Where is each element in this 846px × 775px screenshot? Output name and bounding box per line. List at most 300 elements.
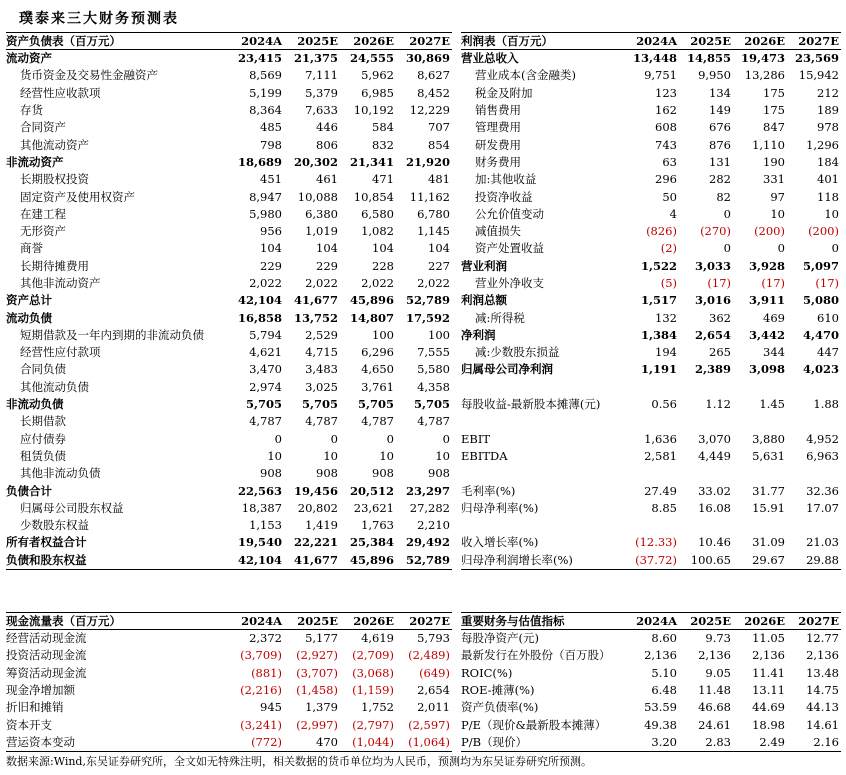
value-cell: 42,104 (228, 552, 284, 570)
value-cell: 23,621 (353, 500, 394, 515)
table-row (461, 413, 841, 430)
row-label: 经营性应付款项 (20, 345, 101, 360)
value-cell: 6,780 (417, 206, 450, 221)
value-cell: (649) (419, 665, 450, 680)
value-cell: 18.98 (752, 717, 785, 732)
row-label: 投资活动现金流 (6, 648, 87, 663)
table-title: 现金流量表（百万元） (6, 613, 228, 630)
year-header: 2027E (396, 33, 452, 50)
value-cell: (17) (761, 276, 785, 290)
value-cell: 104 (428, 241, 450, 256)
value-cell: 362 (709, 310, 731, 325)
value-cell: (1,159) (352, 683, 394, 698)
row-label: 财务费用 (475, 154, 521, 169)
value-cell: 18,387 (241, 500, 282, 515)
value-cell: 0 (274, 431, 282, 446)
value-cell: 5,580 (417, 362, 450, 377)
value-cell: 798 (260, 137, 282, 152)
value-cell: 46.68 (698, 700, 731, 715)
value-cell: (200) (754, 224, 785, 239)
value-cell: 19,540 (237, 535, 282, 550)
table-row (461, 67, 841, 84)
table-row (6, 50, 452, 68)
value-cell: 296 (655, 172, 677, 187)
value-cell: 25,384 (349, 535, 394, 550)
value-cell: 3,911 (748, 293, 785, 308)
value-cell: (1,458) (296, 683, 338, 698)
value-cell: 5,705 (245, 397, 282, 412)
table-row (461, 188, 841, 205)
table-row (461, 258, 841, 275)
table-row (6, 396, 452, 413)
year-header: 2027E (396, 613, 452, 630)
value-cell: 175 (763, 85, 785, 100)
value-cell: 13.11 (752, 683, 785, 698)
value-cell: 189 (817, 103, 839, 118)
value-cell: 100 (428, 327, 450, 342)
value-cell: 5,962 (361, 68, 394, 83)
cash-flow-table (6, 612, 452, 752)
value-cell: 1,522 (640, 258, 677, 273)
value-cell (733, 465, 787, 482)
table-row (461, 154, 841, 171)
value-cell: (2,216) (240, 683, 282, 698)
value-cell: 481 (428, 172, 450, 187)
value-cell: 676 (709, 120, 731, 135)
value-cell: 3,470 (249, 362, 282, 377)
value-cell: 11.48 (698, 683, 731, 698)
value-cell: 4,787 (305, 414, 338, 429)
table-row (461, 699, 841, 716)
value-cell: 1,517 (640, 293, 677, 308)
row-label: 筹资活动现金流 (6, 665, 87, 680)
value-cell: 104 (260, 241, 282, 256)
value-cell: 7,111 (305, 68, 338, 83)
row-label: 营业外净收支 (475, 276, 544, 290)
value-cell: 945 (260, 700, 282, 715)
row-label: 资产总计 (6, 293, 52, 308)
value-cell: 1,384 (640, 327, 677, 342)
value-cell: 2,011 (417, 700, 450, 715)
value-cell: (826) (646, 224, 677, 239)
value-cell: 3,880 (752, 431, 785, 446)
table-row (461, 734, 841, 752)
value-cell: 29,492 (405, 535, 450, 550)
value-cell: 31.77 (752, 483, 785, 498)
value-cell: 21,920 (405, 154, 450, 169)
value-cell: 4,619 (361, 631, 394, 646)
value-cell: 20,302 (293, 154, 338, 169)
value-cell: 10,192 (353, 103, 394, 118)
value-cell: 14,855 (686, 51, 731, 66)
value-cell: (2,709) (352, 648, 394, 663)
table-row (6, 682, 452, 699)
table-title: 重要财务与估值指标 (461, 613, 625, 630)
value-cell: 4,621 (249, 345, 282, 360)
value-cell: 469 (763, 310, 785, 325)
value-cell: (3,707) (296, 665, 338, 680)
table-row (461, 327, 841, 344)
year-header: 2025E (284, 613, 340, 630)
value-cell: 610 (817, 310, 839, 325)
value-cell: 10 (435, 448, 450, 463)
value-cell: 0 (386, 431, 394, 446)
value-cell: (3,241) (240, 717, 282, 732)
table-row (6, 630, 452, 648)
year-header: 2027E (787, 33, 841, 50)
value-cell: 470 (284, 734, 340, 752)
value-cell: 6,580 (361, 206, 394, 221)
table-row (461, 396, 841, 413)
value-cell: (3,068) (352, 665, 394, 680)
value-cell: 162 (655, 103, 677, 118)
value-cell: 4,715 (305, 345, 338, 360)
value-cell: 3,070 (698, 431, 731, 446)
row-label: 减:少数股东损益 (475, 345, 560, 360)
value-cell: 229 (260, 258, 282, 273)
value-cell: 2,529 (305, 327, 338, 342)
value-cell: 978 (817, 120, 839, 135)
value-cell: 5,705 (357, 397, 394, 412)
value-cell: 1,191 (640, 362, 677, 377)
value-cell: 3,761 (361, 379, 394, 394)
value-cell: 956 (260, 224, 282, 239)
value-cell: 1,110 (752, 137, 785, 152)
income-statement-table (461, 32, 841, 570)
row-label: 经营活动现金流 (6, 631, 87, 646)
value-cell: 4,650 (361, 362, 394, 377)
row-label: 销售费用 (475, 103, 521, 118)
value-cell: 3,025 (305, 379, 338, 394)
value-cell: 21.03 (806, 535, 839, 550)
value-cell: 27.49 (644, 483, 677, 498)
value-cell: 12,229 (409, 103, 450, 118)
value-cell: 1,153 (249, 518, 282, 533)
row-label: 合同资产 (20, 120, 66, 135)
year-header: 2024A (228, 33, 284, 50)
value-cell: 190 (763, 154, 785, 169)
value-cell: 4 (669, 206, 677, 221)
value-cell: 13,448 (632, 51, 677, 66)
value-cell: 11,162 (409, 189, 450, 204)
table-row (461, 223, 841, 240)
value-cell: 447 (817, 345, 839, 360)
row-label: 少数股东权益 (20, 518, 89, 533)
row-label: 减值损失 (475, 224, 521, 239)
value-cell: 32.36 (806, 483, 839, 498)
row-label: 流动资产 (6, 51, 52, 66)
value-cell: 344 (763, 345, 785, 360)
value-cell: 50 (662, 189, 677, 204)
value-cell: 2,974 (249, 379, 282, 394)
value-cell: 52,789 (396, 552, 452, 570)
value-cell: (200) (808, 224, 839, 239)
value-cell: 1,082 (361, 224, 394, 239)
row-label: 所有者权益合计 (6, 535, 87, 550)
value-cell: 2,389 (694, 362, 731, 377)
value-cell: 4,787 (249, 414, 282, 429)
value-cell: 5,080 (802, 293, 839, 308)
value-cell: 134 (709, 85, 731, 100)
row-label: 最新发行在外股份（百万股） (461, 648, 611, 663)
value-cell: 584 (372, 120, 394, 135)
value-cell: 2,581 (644, 448, 677, 463)
value-cell: 832 (372, 137, 394, 152)
value-cell: 908 (316, 466, 338, 481)
table-row (461, 85, 841, 102)
table-row (461, 344, 841, 361)
value-cell: 608 (655, 120, 677, 135)
value-cell: 0 (442, 431, 450, 446)
row-label: 租赁负债 (20, 448, 66, 463)
value-cell (625, 413, 679, 430)
value-cell: 13.48 (806, 665, 839, 680)
table-header-row (6, 613, 452, 630)
year-header: 2027E (787, 613, 841, 630)
value-cell: 2,372 (249, 631, 282, 646)
value-cell: (2,597) (408, 717, 450, 732)
row-label: 短期借款及一年内到期的非流动负债 (20, 327, 204, 342)
value-cell: 0 (831, 241, 839, 256)
value-cell (787, 413, 841, 430)
value-cell: 1.88 (813, 397, 839, 412)
value-cell: 1.12 (705, 397, 731, 412)
row-label: 研发费用 (475, 137, 521, 152)
row-label: 长期待摊费用 (20, 258, 89, 273)
row-label: 现金净增加额 (6, 683, 75, 698)
value-cell: 17,592 (405, 310, 450, 325)
value-cell: 10 (379, 448, 394, 463)
value-cell: 4,787 (417, 414, 450, 429)
row-label: P/B（现价） (461, 734, 625, 752)
row-label: ROE-摊薄(%) (461, 683, 535, 698)
row-label: 货币资金及交易性金融资产 (20, 68, 158, 83)
value-cell: 451 (260, 172, 282, 187)
value-cell: 3.20 (625, 734, 679, 752)
value-cell: 45,896 (340, 552, 396, 570)
row-label: 长期借款 (20, 414, 66, 429)
row-label: EBITDA (461, 448, 508, 463)
value-cell (679, 517, 733, 534)
value-cell: 7,555 (417, 345, 450, 360)
value-cell: 227 (428, 258, 450, 273)
table-row (6, 379, 452, 396)
table-row (6, 413, 452, 430)
value-cell: 8,364 (249, 103, 282, 118)
table-row (6, 119, 452, 136)
table-title: 利润表（百万元） (461, 33, 625, 50)
value-cell: 14,807 (349, 310, 394, 325)
value-cell: 20,512 (349, 483, 394, 498)
year-header: 2024A (625, 33, 679, 50)
table-row (6, 171, 452, 188)
row-label: 利润总额 (461, 293, 507, 308)
row-label: 负债和股东权益 (6, 552, 228, 570)
value-cell: 3,098 (748, 362, 785, 377)
value-cell: 5,199 (249, 85, 282, 100)
value-cell: 908 (428, 466, 450, 481)
page-title: 璞泰来三大财务预测表 (19, 11, 179, 27)
row-label: 毛利率(%) (461, 483, 516, 498)
table-row (6, 102, 452, 119)
value-cell: 2,022 (305, 276, 338, 290)
value-cell: 7,633 (305, 103, 338, 118)
year-header: 2024A (228, 613, 284, 630)
table-row (6, 482, 452, 499)
value-cell: 1,379 (305, 700, 338, 715)
value-cell: 104 (316, 241, 338, 256)
year-header: 2026E (733, 33, 787, 50)
table-row (6, 223, 452, 240)
year-header: 2025E (679, 613, 733, 630)
row-label: 归属母公司净利润 (461, 362, 553, 377)
value-cell: 8.85 (651, 500, 677, 515)
value-cell: 0.56 (651, 397, 677, 412)
value-cell: 5,177 (305, 631, 338, 646)
value-cell: 31.09 (752, 535, 785, 550)
value-cell (733, 379, 787, 396)
row-label: 管理费用 (475, 120, 521, 135)
value-cell: 14.61 (806, 717, 839, 732)
table-row (461, 240, 841, 257)
value-cell: 707 (428, 120, 450, 135)
table-row (6, 699, 452, 716)
row-label: 营运资本变动 (6, 734, 228, 752)
value-cell: (37.72) (625, 552, 679, 570)
table-row (461, 119, 841, 136)
row-label: 流动负债 (6, 310, 52, 325)
value-cell: (2) (660, 241, 677, 256)
row-label: 其他流动资产 (20, 137, 89, 152)
table-title: 资产负债表（百万元） (6, 33, 228, 50)
value-cell: 19,473 (740, 51, 785, 66)
value-cell: 19,456 (293, 483, 338, 498)
row-label (461, 413, 625, 430)
value-cell: 149 (709, 103, 731, 118)
value-cell: 3,483 (305, 362, 338, 377)
table-row (6, 67, 452, 84)
row-label: 营业利润 (461, 258, 507, 273)
table-row (6, 500, 452, 517)
value-cell: 1,419 (305, 518, 338, 533)
value-cell: 1,763 (361, 518, 394, 533)
table-row (461, 682, 841, 699)
table-row (6, 431, 452, 448)
value-cell: 22,221 (293, 535, 338, 550)
value-cell: 23,415 (237, 51, 282, 66)
value-cell: 806 (316, 137, 338, 152)
value-cell: 175 (763, 103, 785, 118)
row-label: 营业总收入 (461, 51, 519, 66)
value-cell: 18,689 (237, 154, 282, 169)
table-row (6, 517, 452, 534)
row-label: 资本开支 (6, 717, 52, 732)
table-row (461, 665, 841, 682)
value-cell: 4,952 (806, 431, 839, 446)
value-cell: 9.05 (705, 665, 731, 680)
value-cell: 1,019 (305, 224, 338, 239)
value-cell (733, 413, 787, 430)
value-cell: 2,136 (698, 648, 731, 663)
value-cell: 1,752 (361, 700, 394, 715)
row-label: 固定资产及使用权资产 (20, 189, 135, 204)
value-cell: 10 (267, 448, 282, 463)
table-row (6, 258, 452, 275)
row-label: 非流动资产 (6, 154, 64, 169)
value-cell: 3,928 (748, 258, 785, 273)
table-row (461, 379, 841, 396)
value-cell (733, 517, 787, 534)
table-row (461, 102, 841, 119)
table-row (461, 517, 841, 534)
value-cell: (2,927) (296, 648, 338, 663)
year-header: 2026E (340, 613, 396, 630)
value-cell: 33.02 (698, 483, 731, 498)
balance-sheet-table (6, 32, 452, 570)
value-cell: 9.73 (705, 631, 731, 646)
table-row (6, 448, 452, 465)
value-cell: (3,709) (240, 648, 282, 663)
value-cell: 10 (824, 206, 839, 221)
value-cell: 4,358 (417, 379, 450, 394)
row-label (461, 517, 625, 534)
row-label: ROIC(%) (461, 665, 513, 680)
table-row (461, 482, 841, 499)
value-cell: 8,569 (249, 68, 282, 83)
row-label: 合同负债 (20, 362, 66, 377)
value-cell (625, 379, 679, 396)
value-cell: 21,375 (293, 51, 338, 66)
table-row (461, 361, 841, 378)
table-row (6, 327, 452, 344)
table-row (461, 206, 841, 223)
value-cell: 2,022 (249, 276, 282, 290)
value-cell: (17) (815, 276, 839, 290)
value-cell: 15,942 (798, 68, 839, 83)
value-cell: 24.61 (698, 717, 731, 732)
table-row (461, 448, 841, 465)
table-row (461, 552, 841, 570)
value-cell: 97 (770, 189, 785, 204)
value-cell: 2,136 (644, 648, 677, 663)
value-cell: 3,033 (694, 258, 731, 273)
value-cell: 131 (709, 154, 731, 169)
row-label: 公允价值变动 (475, 206, 544, 221)
value-cell: 41,677 (284, 552, 340, 570)
value-cell: 14.75 (806, 683, 839, 698)
row-label: 每股净资产(元) (461, 631, 539, 646)
value-cell: 29.88 (787, 552, 841, 570)
value-cell (679, 413, 733, 430)
row-label: 加:其他收益 (475, 172, 537, 187)
value-cell: 24,555 (349, 51, 394, 66)
value-cell: 3,442 (748, 327, 785, 342)
table-row (461, 431, 841, 448)
source-footnote: 数据来源:Wind,东吴证券研究所，全文如无特殊注明，相关数据的货币单位均为人民币，预测均为东吴证券研究所预测。 (6, 755, 592, 768)
value-cell: 49.38 (644, 717, 677, 732)
value-cell: 118 (817, 189, 839, 204)
table-row (6, 647, 452, 664)
value-cell: 446 (316, 120, 338, 135)
table-row (6, 275, 452, 292)
value-cell: 23,569 (794, 51, 839, 66)
table-row (461, 292, 841, 309)
value-cell: 12.77 (806, 631, 839, 646)
value-cell: 11.05 (752, 631, 785, 646)
table-row (461, 309, 841, 326)
table-row (6, 534, 452, 551)
value-cell: 4,787 (361, 414, 394, 429)
